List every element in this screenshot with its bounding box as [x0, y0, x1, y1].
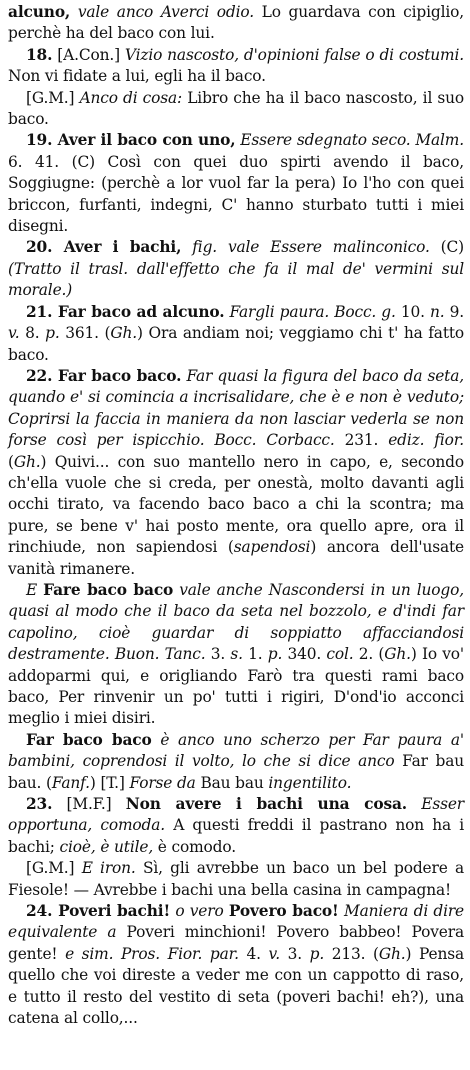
citation: n.: [429, 302, 445, 321]
definition: Essere sdegnato seco. Malm.: [235, 131, 464, 150]
definition: E iron.: [81, 859, 136, 878]
note: è comodo.: [153, 837, 236, 856]
example-text: A questi freddi il pastrano non ha i bachi;: [8, 816, 464, 856]
citation: p.: [267, 645, 283, 664]
citation: Fanf.: [51, 773, 90, 792]
citation: 2. (: [353, 645, 385, 664]
entry-18: [8, 45, 464, 88]
quotation: ) Ora andiam noi; veggiamo chi t' ha fatto baco.: [8, 324, 464, 364]
example-text: Sì, gli avrebbe un baco un bel podere a Fiesole! — Avrebbe i bachi una bella casina in campagna!: [8, 859, 464, 899]
citation: Gh.: [13, 452, 41, 471]
citation: (: [8, 452, 14, 471]
source-tag: (C): [429, 238, 465, 257]
note: Forse da: [129, 773, 196, 792]
definition: Anco di cosa:: [79, 88, 183, 107]
quotation: ) Pensa quello che voi direste a veder me con un cappotto di raso, e tutto il resto del vestito di seta (poveri bachi! eh?), una catena al collo,...: [8, 944, 464, 1028]
entry-18-sub: [8, 88, 464, 131]
citation: 3.: [205, 645, 231, 664]
entry-24: [8, 901, 464, 1029]
example-text: Far bau bau. (: [8, 752, 464, 792]
definition: vale anche Nascondersi in un luogo, quasi al modo che il baco da seta nel bozzolo, e d'indi far capolino, cioè guardar di soppiatto affacciandosi destramente. Buon. Tanc.: [8, 580, 464, 664]
definition: fig. vale Essere malinconico.: [181, 238, 430, 257]
entry-number: 19.: [26, 131, 53, 150]
citation: 213. (: [324, 944, 379, 963]
definition: Far quasi la figura del baco da seta, quando e' si comincia a incrisalidare, che è e non è veduto; Coprirsi la faccia in maniera da non lasciar vederla se non forse così per ispicchio. Bocc. Corbacc.: [8, 366, 464, 450]
headword: Fare baco baco: [43, 580, 174, 599]
citation: Gh.: [110, 324, 138, 343]
quotation: ) ancora dell'usate vanità rimanere.: [8, 538, 464, 578]
headword: alcuno,: [8, 3, 71, 21]
citation: e sim. Pros. Fior. par.: [65, 944, 239, 963]
citation: 340.: [282, 645, 327, 664]
headword: Poveri bachi!: [52, 902, 171, 921]
definition: o vero: [170, 902, 229, 921]
source-tag: [A.Con.]: [52, 45, 125, 64]
citation: Gh.: [384, 645, 411, 664]
headword: Far baco ad alcuno.: [52, 302, 225, 321]
entry-continuation: [8, 2, 464, 45]
citation: 1.: [242, 645, 268, 664]
source-tag: [G.M.]: [26, 859, 82, 878]
citation: v.: [8, 324, 20, 343]
quotation: ) Io vo' addoparmi qui, e origliando Farò tra questi rami baco baco, Per rinvenir un po' tutti i rigiri, D'ond'io acconci meglio i miei disiri.: [8, 645, 464, 728]
citation: s.: [230, 645, 243, 664]
citation: 361. (: [59, 324, 111, 343]
citation: 4.: [238, 944, 269, 963]
citation: Gh.: [378, 944, 406, 963]
headword: Non avere i bachi una cosa.: [125, 795, 408, 814]
headword: Aver il baco con uno,: [52, 131, 236, 150]
definition: Fargli paura. Bocc. g.: [224, 302, 396, 321]
citation: v.: [268, 944, 280, 963]
entry-23: [8, 794, 464, 858]
quotation: sapendosi: [233, 538, 311, 557]
entry-22: [8, 366, 464, 580]
definition: Maniera di dire equivalente a: [8, 902, 465, 942]
example-text: Non vi fidate a lui, egli ha il baco.: [8, 67, 266, 86]
definition: è anco uno scherzo per Far paura a' bambini, coprendosi il volto, lo che si dice anco: [8, 730, 464, 771]
citation: ediz. fior.: [388, 431, 464, 450]
source-tag: [G.M.]: [26, 88, 80, 107]
entry-22-sub: [8, 580, 464, 730]
entry-19: [8, 130, 464, 237]
source-tag: ) [T.]: [89, 773, 130, 792]
citation: 9.: [444, 302, 464, 321]
citation: col.: [326, 645, 354, 664]
citation: 231.: [334, 431, 389, 450]
example-text: Lo guardava con cipiglio, perchè ha del baco con lui.: [8, 3, 464, 43]
note: (Tratto il trasl. dall'effetto che fa il mal de' vermini sul morale.): [8, 259, 464, 300]
entry-23-sub: [8, 858, 464, 901]
entry-20: [8, 237, 464, 301]
headword: Far baco baco: [26, 730, 152, 749]
source-tag: [M.F.]: [52, 795, 126, 814]
quotation: ) Quivi... con suo mantello nero in capo, e, secondo ch'ella vuole che si creda, per onestà, molto davanti agli occhi tirato, va facendo baco baco a chi la scontra; ma pure, se bene v' hai posto mente, ora quello apre, ora il rinchiude, non sapiendosi (: [8, 452, 464, 557]
definition: E: [26, 580, 44, 599]
entry-number: 24.: [26, 902, 53, 921]
entry-number: 18.: [26, 45, 53, 64]
note: cioè, è utile,: [59, 837, 154, 856]
citation: 3.: [280, 944, 310, 963]
entry-number: 20.: [26, 238, 53, 257]
quotation: 6. 41. (C) Così con quei duo spirti avendo il baco, Soggiugne: (perchè a lor vuol far la pera) Io l'ho con quei briccon, furfanti, indegni, C' hanno sturbato tutti i miei disegni.: [8, 152, 464, 236]
note: Bau bau: [195, 773, 269, 792]
citation: p.: [45, 324, 60, 343]
headword: Aver i bachi,: [52, 238, 182, 257]
headword: Povero baco!: [228, 902, 339, 921]
note: ingentilito.: [268, 773, 352, 792]
definition: vale anco Averci odio.: [70, 3, 254, 21]
entry-21: [8, 302, 464, 366]
citation: 8.: [19, 324, 46, 343]
headword: Far baco baco.: [52, 366, 182, 385]
example-text: Poveri minchioni! Povero babbeo! Povera gente!: [8, 923, 464, 963]
example-text: Libro che ha il baco nascosto, il suo baco.: [8, 88, 465, 129]
entry-number: 23.: [26, 795, 53, 814]
entry-22-sub2: [8, 730, 464, 794]
citation: p.: [309, 944, 325, 963]
definition: Vizio nascosto, d'opinioni false o di costumi.: [124, 45, 464, 64]
definition: Esser opportuna, comoda.: [8, 795, 465, 835]
entry-number: 21.: [26, 302, 53, 321]
entry-number: 22.: [26, 366, 53, 385]
citation: 10.: [395, 302, 430, 321]
